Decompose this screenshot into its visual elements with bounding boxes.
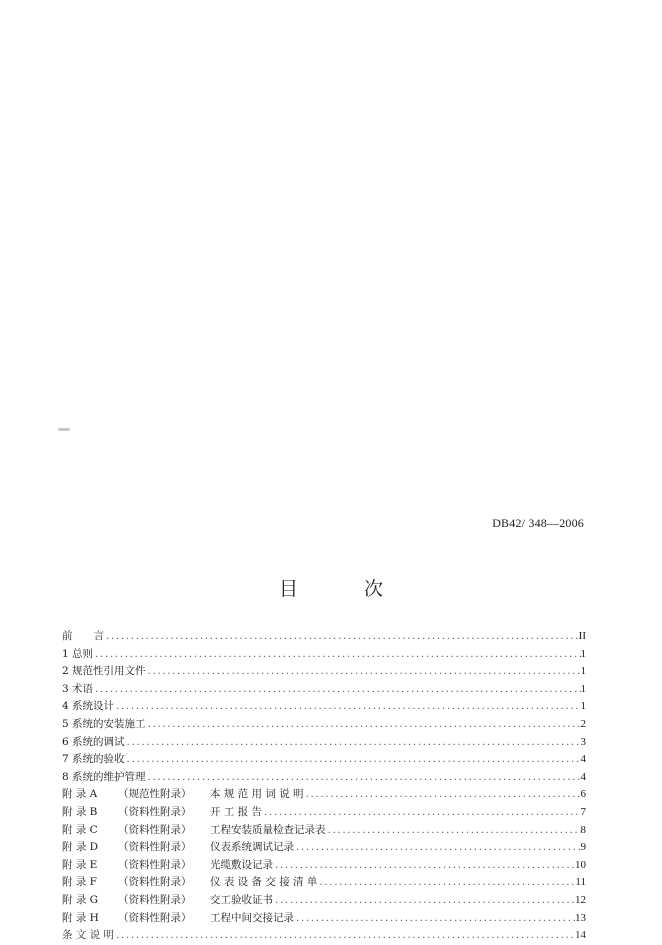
dot-leader xyxy=(273,857,575,875)
toc-entry-annex-d[interactable] xyxy=(62,839,586,857)
toc-entry-title: 4 系统设计 xyxy=(62,700,115,713)
annex-label: 附 录 A xyxy=(62,788,98,801)
dot-leader xyxy=(104,628,579,646)
dot-leader xyxy=(262,804,580,822)
toc-entry-terms[interactable] xyxy=(62,681,586,699)
annex-title: 交工验收证书 xyxy=(210,893,273,906)
toc-entry-page: 1 xyxy=(580,700,586,713)
toc-entry-page: 14 xyxy=(575,929,586,942)
annex-title: 开 工 报 告 xyxy=(210,805,263,818)
toc-entry-title: 6 系统的调试 xyxy=(62,735,125,748)
toc-entry-annex-a[interactable] xyxy=(62,786,586,804)
toc-entry-page: 1 xyxy=(580,665,586,678)
annex-title: 光缆敷设记录 xyxy=(210,858,273,871)
annex-label: 附 录 E xyxy=(62,858,98,871)
toc-entry-title: 2 规范性引用文件 xyxy=(62,665,146,678)
toc-entry-acceptance[interactable] xyxy=(62,751,586,769)
toc-entry-title: 1 总则 xyxy=(62,647,94,660)
dot-leader xyxy=(146,663,581,681)
annex-label: 附 录 F xyxy=(62,876,97,889)
toc-entry-page: 4 xyxy=(580,770,586,783)
toc-entry-installation[interactable] xyxy=(62,716,586,734)
dot-leader xyxy=(93,646,580,664)
toc-entry-title: 条 文 说 明 xyxy=(62,929,115,942)
annex-heading xyxy=(62,786,304,804)
toc-entry-page: 1 xyxy=(580,682,586,695)
annex-label: 附 录 H xyxy=(62,911,99,924)
toc-entry-normative-references[interactable] xyxy=(62,663,586,681)
annex-type: （规范性附录） xyxy=(118,788,192,801)
annex-title: 工程安装质量检查记录表 xyxy=(210,823,326,836)
annex-label: 附 录 C xyxy=(62,823,98,836)
dot-leader xyxy=(146,716,581,734)
annex-title: 本 规 范 用 词 说 明 xyxy=(210,788,304,801)
toc-entry-page: 7 xyxy=(580,805,586,818)
page-title: 目 次 xyxy=(278,578,414,600)
annex-title: 仪 表 设 备 交 接 清 单 xyxy=(210,876,318,889)
dot-leader xyxy=(304,786,581,804)
annex-type: （资料性附录） xyxy=(118,841,192,854)
toc-entry-page: 12 xyxy=(575,893,586,906)
annex-type: （资料性附录） xyxy=(118,805,192,818)
toc-entry-annex-b[interactable] xyxy=(62,804,586,822)
toc-entry-page: 8 xyxy=(580,823,586,836)
dot-leader xyxy=(273,892,575,910)
annex-label: 附 录 B xyxy=(62,805,98,818)
annex-type: （资料性附录） xyxy=(118,823,192,836)
dot-leader xyxy=(93,681,580,699)
toc-entry-page: 1 xyxy=(580,647,586,660)
toc-entry-page: II xyxy=(578,630,586,642)
toc-entry-commissioning[interactable] xyxy=(62,734,586,752)
annex-title: 工程中间交接记录 xyxy=(210,911,294,924)
annex-type: （资料性附录） xyxy=(118,893,192,906)
toc-entry-title: 前 言 xyxy=(62,630,104,642)
dot-leader xyxy=(146,769,581,787)
annex-heading xyxy=(62,910,294,928)
dot-leader xyxy=(317,874,575,892)
scan-artifact xyxy=(58,428,70,431)
toc-entry-page: 2 xyxy=(580,717,586,730)
toc-entry-foreword[interactable] xyxy=(62,628,586,646)
toc-entry-annex-c[interactable] xyxy=(62,822,586,840)
toc-entry-annex-h[interactable] xyxy=(62,910,586,928)
toc-entry-page: 11 xyxy=(575,876,586,889)
annex-heading xyxy=(62,822,326,840)
toc-entry-annex-f[interactable] xyxy=(62,874,586,892)
annex-heading xyxy=(62,804,262,822)
toc-entry-title: 3 术语 xyxy=(62,682,94,695)
toc-entry-annex-e[interactable] xyxy=(62,857,586,875)
annex-type: （资料性附录） xyxy=(118,876,192,889)
toc-entry-page: 4 xyxy=(580,753,586,766)
annex-title: 仪表系统调试记录 xyxy=(210,841,294,854)
dot-leader xyxy=(125,734,581,752)
annex-type: （资料性附录） xyxy=(118,911,192,924)
annex-label: 附 录 G xyxy=(62,893,99,906)
toc-entry-page: 13 xyxy=(575,911,586,924)
toc-entry-page: 6 xyxy=(580,788,586,801)
annex-heading xyxy=(62,874,317,892)
toc-entry-title: 8 系统的维护管理 xyxy=(62,770,146,783)
table-of-contents xyxy=(62,628,586,945)
annex-label: 附 录 D xyxy=(62,841,99,854)
toc-entry-system-design[interactable] xyxy=(62,698,586,716)
annex-heading xyxy=(62,839,294,857)
dot-leader xyxy=(294,839,581,857)
dot-leader xyxy=(125,751,581,769)
annex-type: （资料性附录） xyxy=(118,858,192,871)
toc-entry-maintenance[interactable] xyxy=(62,769,586,787)
annex-heading xyxy=(62,892,273,910)
toc-entry-annex-g[interactable] xyxy=(62,892,586,910)
toc-entry-page: 3 xyxy=(580,735,586,748)
toc-entry-general[interactable] xyxy=(62,646,586,664)
toc-entry-page: 10 xyxy=(575,858,586,871)
annex-heading xyxy=(62,857,273,875)
dot-leader xyxy=(326,822,581,840)
document-code: DB42/ 348—2006 xyxy=(492,516,584,530)
toc-entry-title: 5 系统的安装施工 xyxy=(62,717,146,730)
dot-leader xyxy=(114,698,580,716)
dot-leader xyxy=(294,910,575,928)
toc-entry-title: 7 系统的验收 xyxy=(62,753,125,766)
toc-entry-page: 9 xyxy=(580,841,586,854)
